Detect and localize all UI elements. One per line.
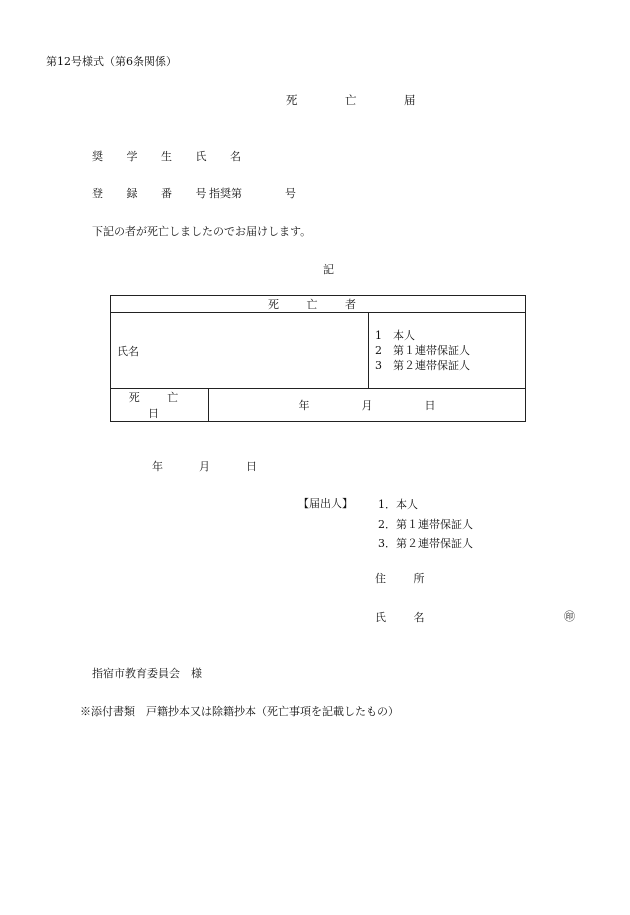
- notifier-option: 1．本人: [378, 498, 418, 511]
- notifier-address-label: 住 所: [375, 572, 437, 585]
- ki-heading: 記: [323, 263, 334, 276]
- relation-option: 1 本人: [374, 329, 415, 342]
- relation-option: 2 第１連帯保証人: [374, 344, 470, 357]
- notifier-option: 2．第１連帯保証人: [378, 517, 473, 531]
- submission-date[interactable]: [152, 458, 257, 474]
- deceased-table: [110, 295, 526, 422]
- death-date-label: 死 亡 日: [111, 389, 209, 422]
- scholar-name-label: 奨 学 生 氏 名: [92, 150, 251, 163]
- page-title: 死 亡 届: [286, 93, 434, 107]
- registration-prefix: 指奨第: [209, 187, 242, 200]
- relation-choices[interactable]: [368, 313, 525, 389]
- submission-day: 日: [246, 460, 257, 473]
- death-date-day: 日: [424, 399, 436, 412]
- form-number: 第12号様式（第6条関係）: [46, 55, 177, 68]
- submission-year: 年: [152, 460, 163, 473]
- notice-text: 下記の者が死亡しましたのでお届けします。: [92, 225, 312, 238]
- notifier-option: 3．第２連帯保証人: [378, 537, 473, 550]
- notifier-name-label: 氏 名: [375, 611, 437, 624]
- death-date-year: 年: [298, 399, 310, 412]
- death-date-field[interactable]: [209, 389, 526, 422]
- relation-option: 3 第２連帯保証人: [374, 359, 470, 372]
- registration-suffix: 号: [285, 187, 296, 200]
- seal-mark: ㊞: [564, 610, 575, 623]
- addressee: 指宿市教育委員会 様: [92, 667, 202, 680]
- deceased-name-cell[interactable]: [111, 313, 369, 389]
- registration-number-label: 登 録 番 号: [92, 187, 217, 200]
- notifier-label: 【届出人】: [298, 497, 353, 510]
- deceased-name-label: 氏名: [117, 344, 139, 358]
- death-date-month: 月: [361, 399, 373, 412]
- deceased-table-header: 死 亡 者: [111, 296, 526, 313]
- notifier-options[interactable]: [378, 495, 473, 554]
- attachment-note: ※添付書類 戸籍抄本又は除籍抄本（死亡事項を記載したもの）: [80, 705, 399, 718]
- submission-month: 月: [199, 460, 210, 473]
